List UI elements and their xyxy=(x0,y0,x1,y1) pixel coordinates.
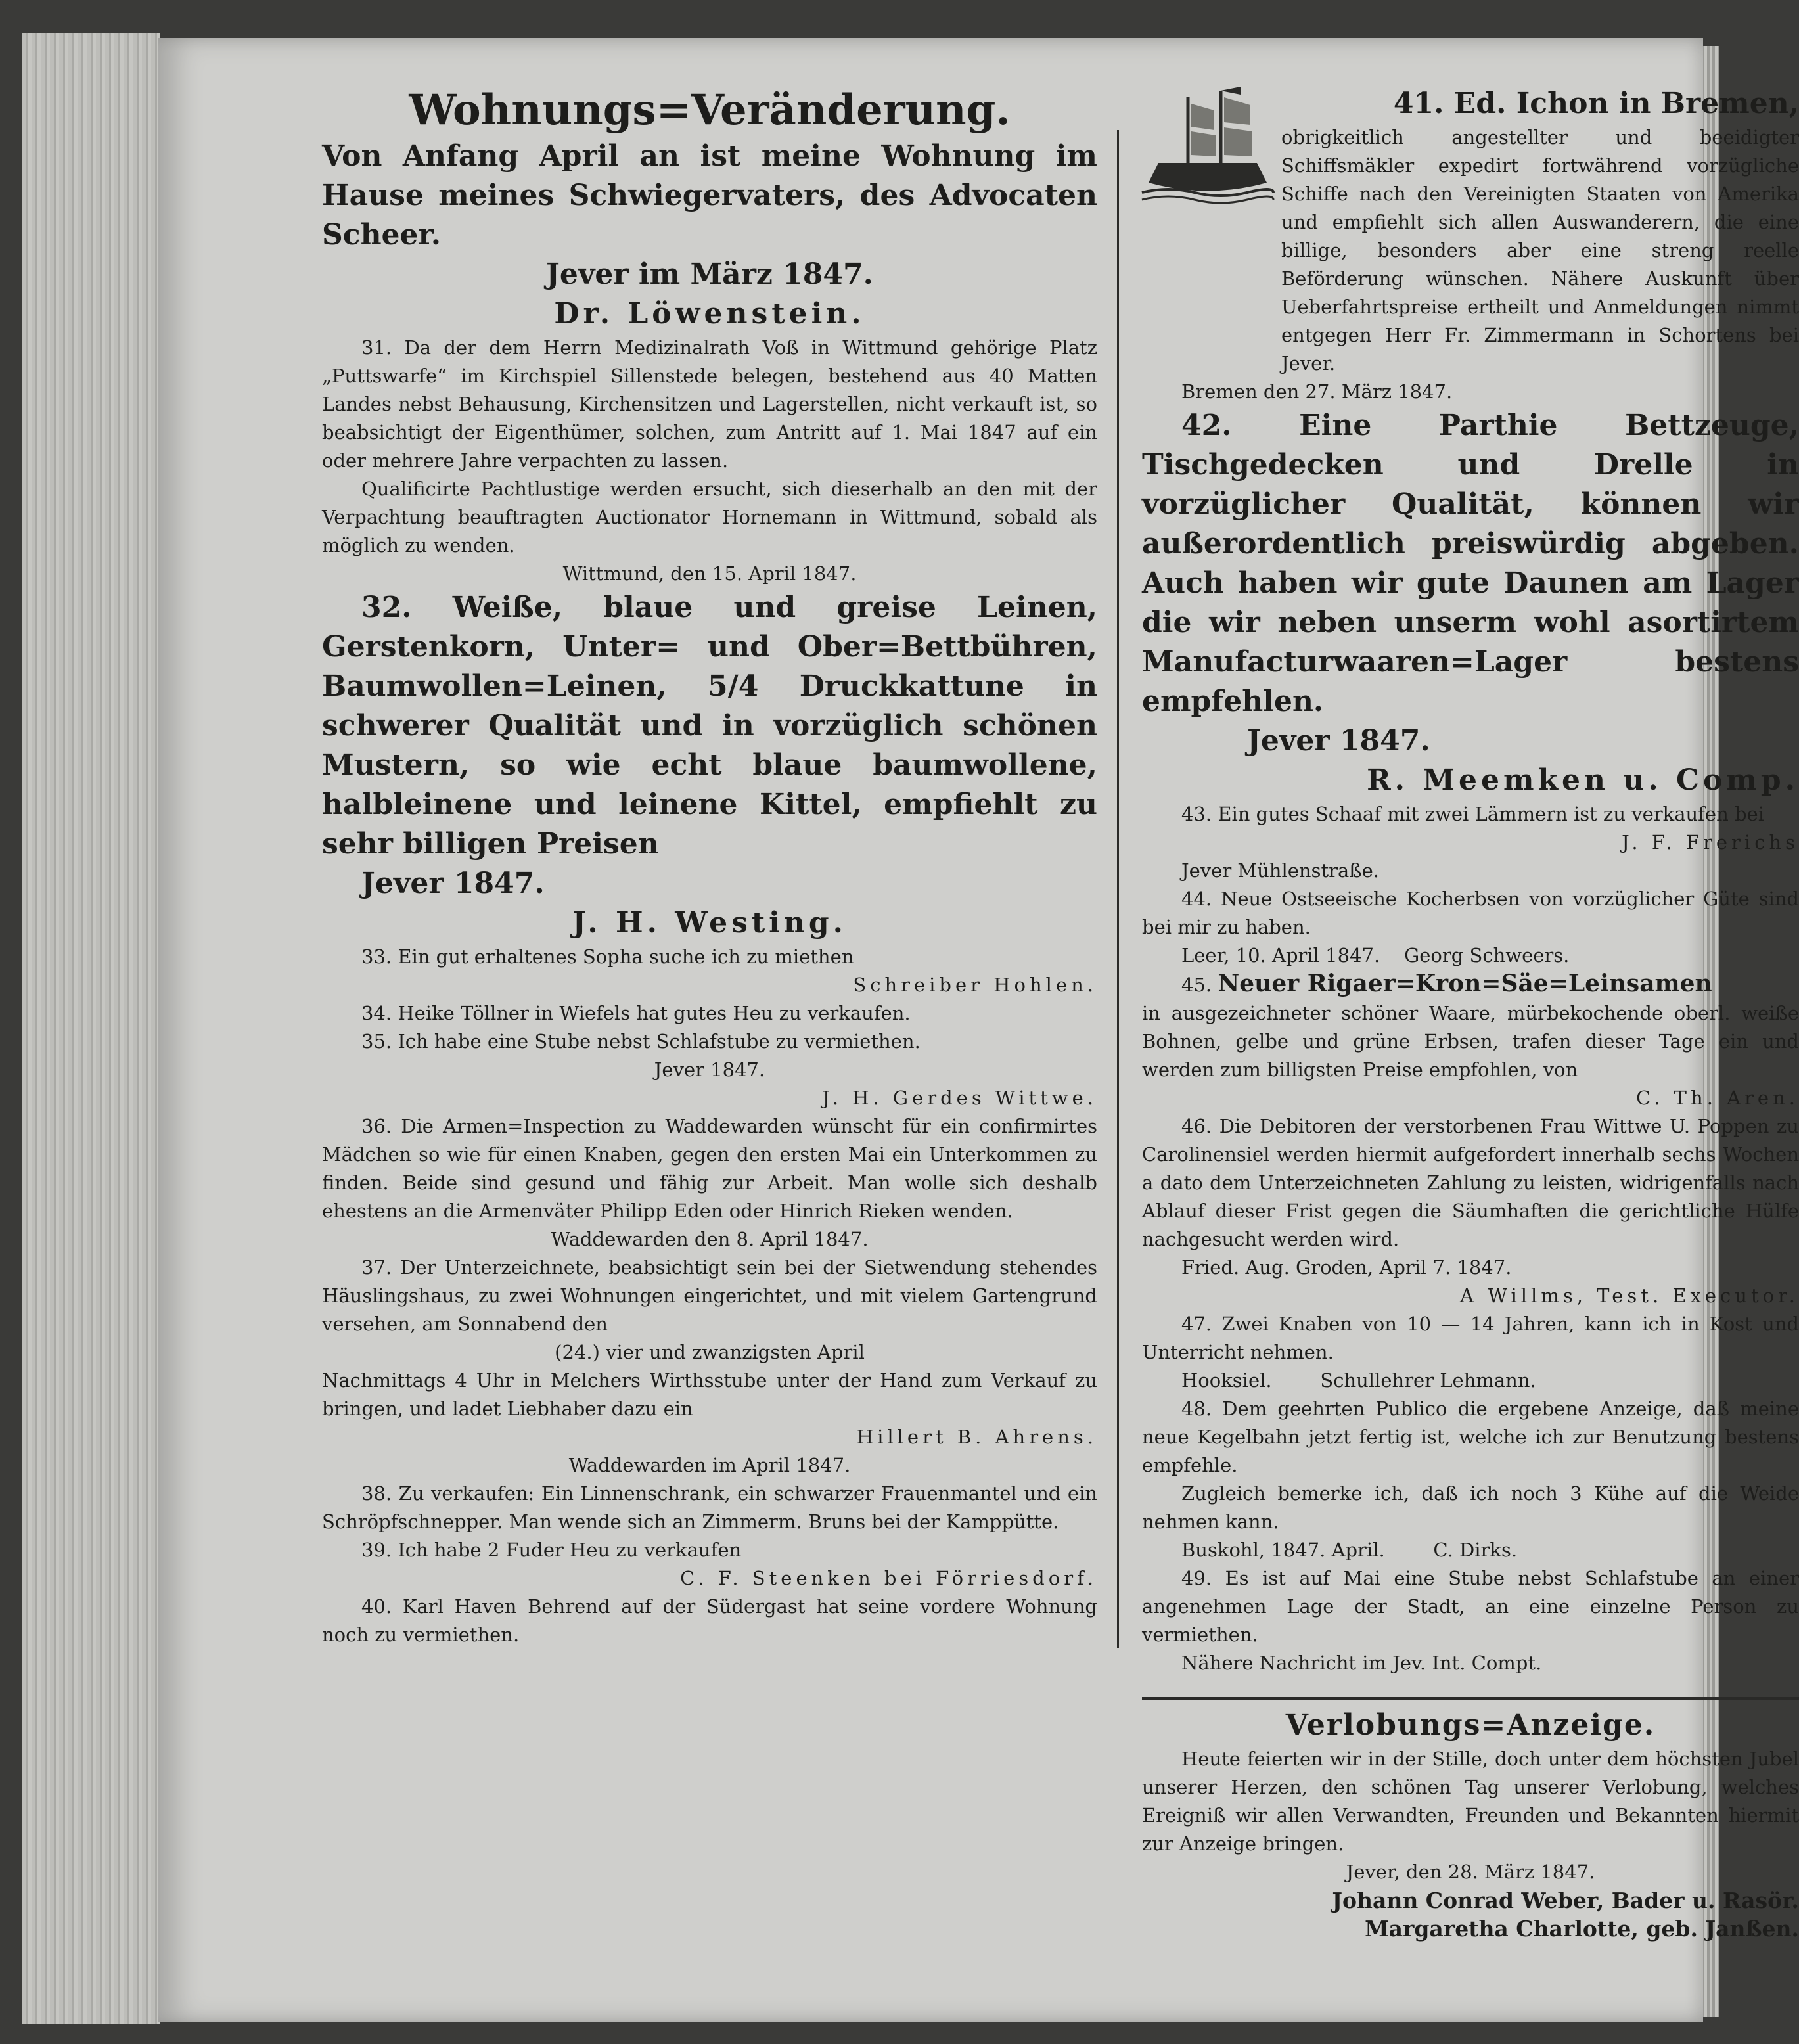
ad-37-text-2: Nachmittags 4 Uhr in Melchers Wirthsstube unter der Hand zum Verkauf zu bringen, und ladet Liebhaber dazu ein xyxy=(322,1369,1097,1420)
heading-wohnungs-veraenderung: Wohnungs=Veränderung. xyxy=(409,85,1011,135)
ad-36-date: Waddewarden den 8. April 1847. xyxy=(551,1228,869,1250)
ad-49-note: Nähere Nachricht im Jev. Int. Compt. xyxy=(1181,1652,1542,1674)
ad-35-signature: J. H. Gerdes Wittwe. xyxy=(822,1087,1097,1109)
ad-33-signature: Schreiber Hohlen. xyxy=(853,974,1097,996)
moving-place-date: Jever im März 1847. xyxy=(546,258,873,291)
ad-45-head: Neuer Rigaer=Kron=Säe=Leinsamen xyxy=(1218,970,1712,997)
ad-45-number: 45. xyxy=(1181,974,1212,996)
ad-31-text: 31. Da der dem Herrn Medizinalrath Voß in Wittmund gehörige Platz „Puttswarfe“ im Kirchspiel Sillenstede belegen, bestehend aus 40 Matten Landes nebst Behausung, Kirchensitzen und Lagerstellen, nicht verkauft ist, so beabsichtigt der Eigenthümer, solchen, zum Antritt auf 1. Mai 1847 auf ein oder mehrere Jahre verpachten zu lassen. xyxy=(322,336,1097,472)
ad-42-text: 42. Eine Parthie Bettzeuge, Tischgedecken und Drelle in vorzüglicher Qualität, können wir außerordentlich preiswürdig abgeben. Auch haben wir gute Daunen am Lager die wir neben unserm wohl asortirtem Manufacturwaaren=Lager bestens empfehlen. xyxy=(1142,409,1799,718)
moving-notice: Von Anfang April an ist meine Wohnung im Hause meines Schwiegervaters, des Advocaten Scheer. xyxy=(322,139,1097,252)
ad-32-place: Jever 1847. xyxy=(361,867,545,900)
ad-44-text: 44. Neue Ostseeische Kocherbsen von vorzüglicher Güte sind bei mir zu haben. xyxy=(1142,888,1799,938)
ad-47-line: Hooksiel. Schullehrer Lehmann. xyxy=(1181,1369,1536,1392)
ad-41-text: obrigkeitlich angestellter und beeidigter Schiffsmäkler expedirt fortwährend vorzügliche Schiffe nach den Vereinigten Staaten von Amerika und empfiehlt sich allen Auswanderern, die eine billige, besonders aber eine streng reelle Beförderung wünschen. Nähere Auskunft über Ueberfahrtspreise ertheilt und Anmeldungen nimmt entgegen Herr Fr. Zimmermann in Schortens bei Jever. xyxy=(1281,126,1799,375)
ad-39-text: 39. Ich habe 2 Fuder Heu zu verkaufen xyxy=(361,1539,742,1561)
ad-33-text: 33. Ein gut erhaltenes Sopha suche ich zu miethen xyxy=(361,945,854,968)
ad-48-text: 48. Dem geehrten Publico die ergebene Anzeige, daß meine neue Kegelbahn jetzt fertig ist, welche ich zur Benutzung bestens empfehle. xyxy=(1142,1397,1799,1476)
right-column xyxy=(1142,84,1799,1943)
engagement-name-1: Johann Conrad Weber, Bader u. Rasör. xyxy=(1332,1888,1799,1913)
ad-48-text-2: Zugleich bemerke ich, daß ich noch 3 Kühe auf die Weide nehmen kann. xyxy=(1142,1482,1799,1533)
ad-47-text: 47. Zwei Knaben von 10 — 14 Jahren, kann ich in Kost und Unterricht nehmen. xyxy=(1142,1313,1799,1363)
ad-42-place: Jever 1847. xyxy=(1247,724,1430,758)
book-page-edges xyxy=(22,33,160,2024)
ad-34-text: 34. Heike Töllner in Wiefels hat gutes Heu zu verkaufen. xyxy=(361,1002,911,1024)
ad-32-signature: J. H. Westing. xyxy=(572,906,847,940)
ad-48-line: Buskohl, 1847. April. C. Dirks. xyxy=(1181,1539,1518,1561)
ad-37-text: 37. Der Unterzeichnete, beabsichtigt sein bei der Sietwendung stehendes Häuslingshaus, zu zwei Wohnungen eingerichtet, und mit vielem Gartengrund versehen, am Sonnabend den xyxy=(322,1256,1097,1335)
ad-43-text: 43. Ein gutes Schaaf mit zwei Lämmern ist zu verkaufen bei xyxy=(1181,803,1764,825)
ad-46-text: 46. Die Debitoren der verstorbenen Frau Wittwe U. Poppen zu Carolinensiel werden hiermit aufgefordert innerhalb sechs Wochen a dato dem Unterzeichneten Zahlung zu leisten, widrigenfalls nach Ablauf dieser Frist gegen die Säumhaften die gerichtliche Hülfe nachgesucht werden wird. xyxy=(1142,1115,1799,1250)
ad-38-text: 38. Zu verkaufen: Ein Linnenschrank, ein schwarzer Frauenmantel und ein Schröpfschnepper. Man wende sich an Zimmerm. Bruns bei der Kamppütte. xyxy=(322,1482,1097,1533)
ad-35-place: Jever 1847. xyxy=(654,1058,765,1081)
column-divider xyxy=(1117,130,1119,1648)
ad-46-date: Fried. Aug. Groden, April 7. 1847. xyxy=(1181,1256,1512,1279)
ad-45-headline xyxy=(1142,970,1799,999)
ad-45-text: in ausgezeichneter schöner Waare, mürbekochende oberl. weiße Bohnen, gelbe und grüne Erbsen, trafen dieser Tage ein und werden zum billigsten Preise empfohlen, von xyxy=(1142,1002,1799,1081)
ad-49-text: 49. Es ist auf Mai eine Stube nebst Schlafstube an einer angenehmen Lage der Stadt, an eine einzelne Person zu vermiethen. xyxy=(1142,1567,1799,1646)
engagement-heading: Verlobungs=Anzeige. xyxy=(1285,1708,1656,1742)
ad-31-text-2: Qualificirte Pachtlustige werden ersucht, sich dieserhalb an den mit der Verpachtung beauftragten Auctionator Hornemann in Wittmund, sobald als möglich zu wenden. xyxy=(322,478,1097,556)
ad-43-signature: J. F. Frerichs xyxy=(1622,831,1799,853)
section-divider xyxy=(1142,1697,1799,1700)
ad-37-date-line: (24.) vier und zwanzigsten April xyxy=(555,1341,865,1363)
ad-36-text: 36. Die Armen=Inspection zu Waddewarden wünscht für ein confirmirtes Mädchen so wie für einen Knaben, gegen den ersten Mai ein Unterkommen zu finden. Beide sind gesund und fähig zur Arbeit. Man wolle sich deshalb ehestens an die Armenväter Philipp Eden oder Hinrich Rieken wenden. xyxy=(322,1115,1097,1222)
ad-39-signature: C. F. Steenken bei Förriesdorf. xyxy=(680,1567,1097,1589)
engagement-date: Jever, den 28. März 1847. xyxy=(1346,1861,1595,1883)
left-column xyxy=(322,84,1097,1649)
ad-32-text: 32. Weiße, blaue und greise Leinen, Gerstenkorn, Unter= und Ober=Bettbühren, Baumwollen=Leinen, 5/4 Druckkattune in schwerer Qualität und in vorzüglich schönen Mustern, so wie echt blaue baumwollene, halbleinene und leinene Kittel, empfiehlt zu sehr billigen Preisen xyxy=(322,591,1097,861)
ad-41-date: Bremen den 27. März 1847. xyxy=(1181,380,1453,403)
ad-35-text: 35. Ich habe eine Stube nebst Schlafstube zu vermiethen. xyxy=(361,1030,921,1053)
ad-42-signature: R. Meemken u. Comp. xyxy=(1367,763,1799,797)
ad-37-date: Waddewarden im April 1847. xyxy=(568,1454,851,1476)
ad-31-date: Wittmund, den 15. April 1847. xyxy=(562,562,857,585)
sailing-ship-icon xyxy=(1142,84,1273,202)
engagement-name-2: Margaretha Charlotte, geb. Janßen. xyxy=(1365,1916,1799,1942)
ad-41 xyxy=(1142,84,1799,378)
ad-44-line: Leer, 10. April 1847. Georg Schweers. xyxy=(1181,944,1570,966)
ad-37-signature: Hillert B. Ahrens. xyxy=(856,1426,1097,1448)
ad-41-head: 41. Ed. Ichon in Bremen, xyxy=(1393,87,1799,120)
ad-45-signature: C. Th. Aren. xyxy=(1636,1087,1799,1109)
ad-43-place: Jever Mühlenstraße. xyxy=(1181,859,1380,882)
ad-41-body xyxy=(1281,84,1799,378)
newspaper-page xyxy=(158,38,1799,2022)
moving-signature: Dr. Löwenstein. xyxy=(554,297,865,330)
engagement-text: Heute feierten wir in der Stille, doch unter dem höchsten Jubel unserer Herzen, den schönen Tag unserer Verlobung, welches Ereigniß wir allen Verwandten, Freunden und Bekannten hiermit zur Anzeige bringen. xyxy=(1142,1748,1799,1855)
ad-40-text: 40. Karl Haven Behrend auf der Südergast hat seine vordere Wohnung noch zu vermiethen. xyxy=(322,1595,1097,1646)
ad-46-signature: A Willms, Test. Executor. xyxy=(1460,1284,1799,1307)
